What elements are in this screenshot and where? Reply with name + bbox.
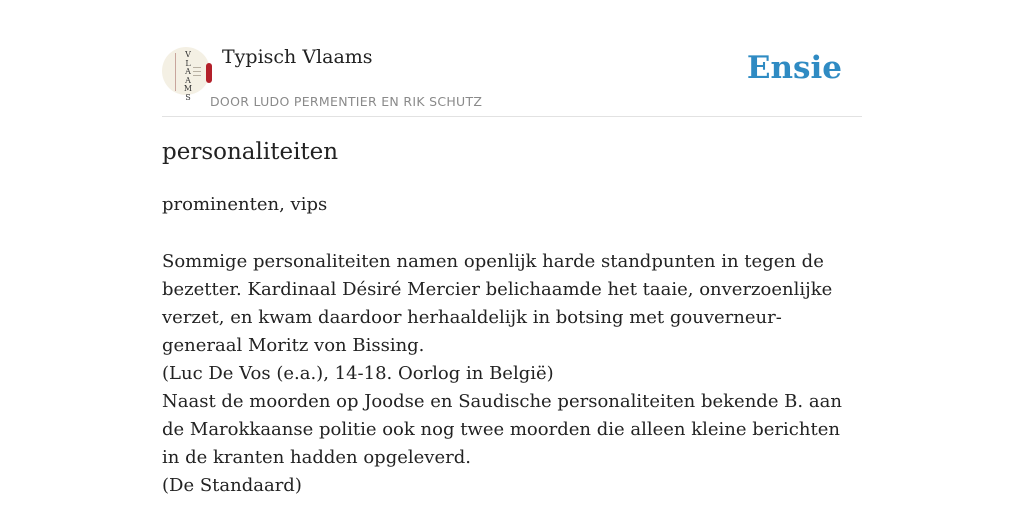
logo-grey-line <box>193 71 201 72</box>
entry-synonyms: prominenten, vips <box>162 194 328 215</box>
quote-paragraph: Naast de moorden op Joodse en Saudische personaliteiten bekende B. aan de Marokkaanse politie ook nog twee moorden die alleen kleine berichten in de kranten hadden opgeleverd. <box>162 391 842 468</box>
logo-letter: A <box>185 75 191 85</box>
logo-letter: S <box>185 92 191 102</box>
quote-source: (De Standaard) <box>162 475 302 496</box>
entry-title: personaliteiten <box>162 139 339 165</box>
logo-red-accent <box>206 63 212 83</box>
logo-letter: M <box>183 84 193 93</box>
author-byline: DOOR LUDO PERMENTIER EN RIK SCHUTZ <box>210 94 483 109</box>
logo-letter: A <box>185 67 191 76</box>
entry-body <box>162 248 862 500</box>
quote-paragraph: Sommige personaliteiten namen openlijk harde standpunten in tegen de bezetter. Kardinaal Désiré Mercier belichaamde het taaie, onverzoenlijke verzet, en kwam daardoor herhaaldelijk in botsing met gouverneur-generaal Moritz von Bissing. <box>162 251 833 356</box>
logo-letters <box>183 51 193 102</box>
logo-grey-line <box>193 67 201 68</box>
logo-grey-line <box>193 75 201 76</box>
logo-red-line <box>175 53 176 91</box>
quote-source: (Luc De Vos (e.a.), 14-18. Oorlog in België) <box>162 363 554 384</box>
entry-header <box>162 40 862 117</box>
logo-letter: V <box>185 50 191 59</box>
ensie-brand-logo[interactable]: Ensie <box>746 50 842 86</box>
publication-title[interactable]: Typisch Vlaams <box>222 46 373 68</box>
vlaams-logo-icon[interactable] <box>162 47 210 102</box>
logo-letter: L <box>185 58 191 68</box>
